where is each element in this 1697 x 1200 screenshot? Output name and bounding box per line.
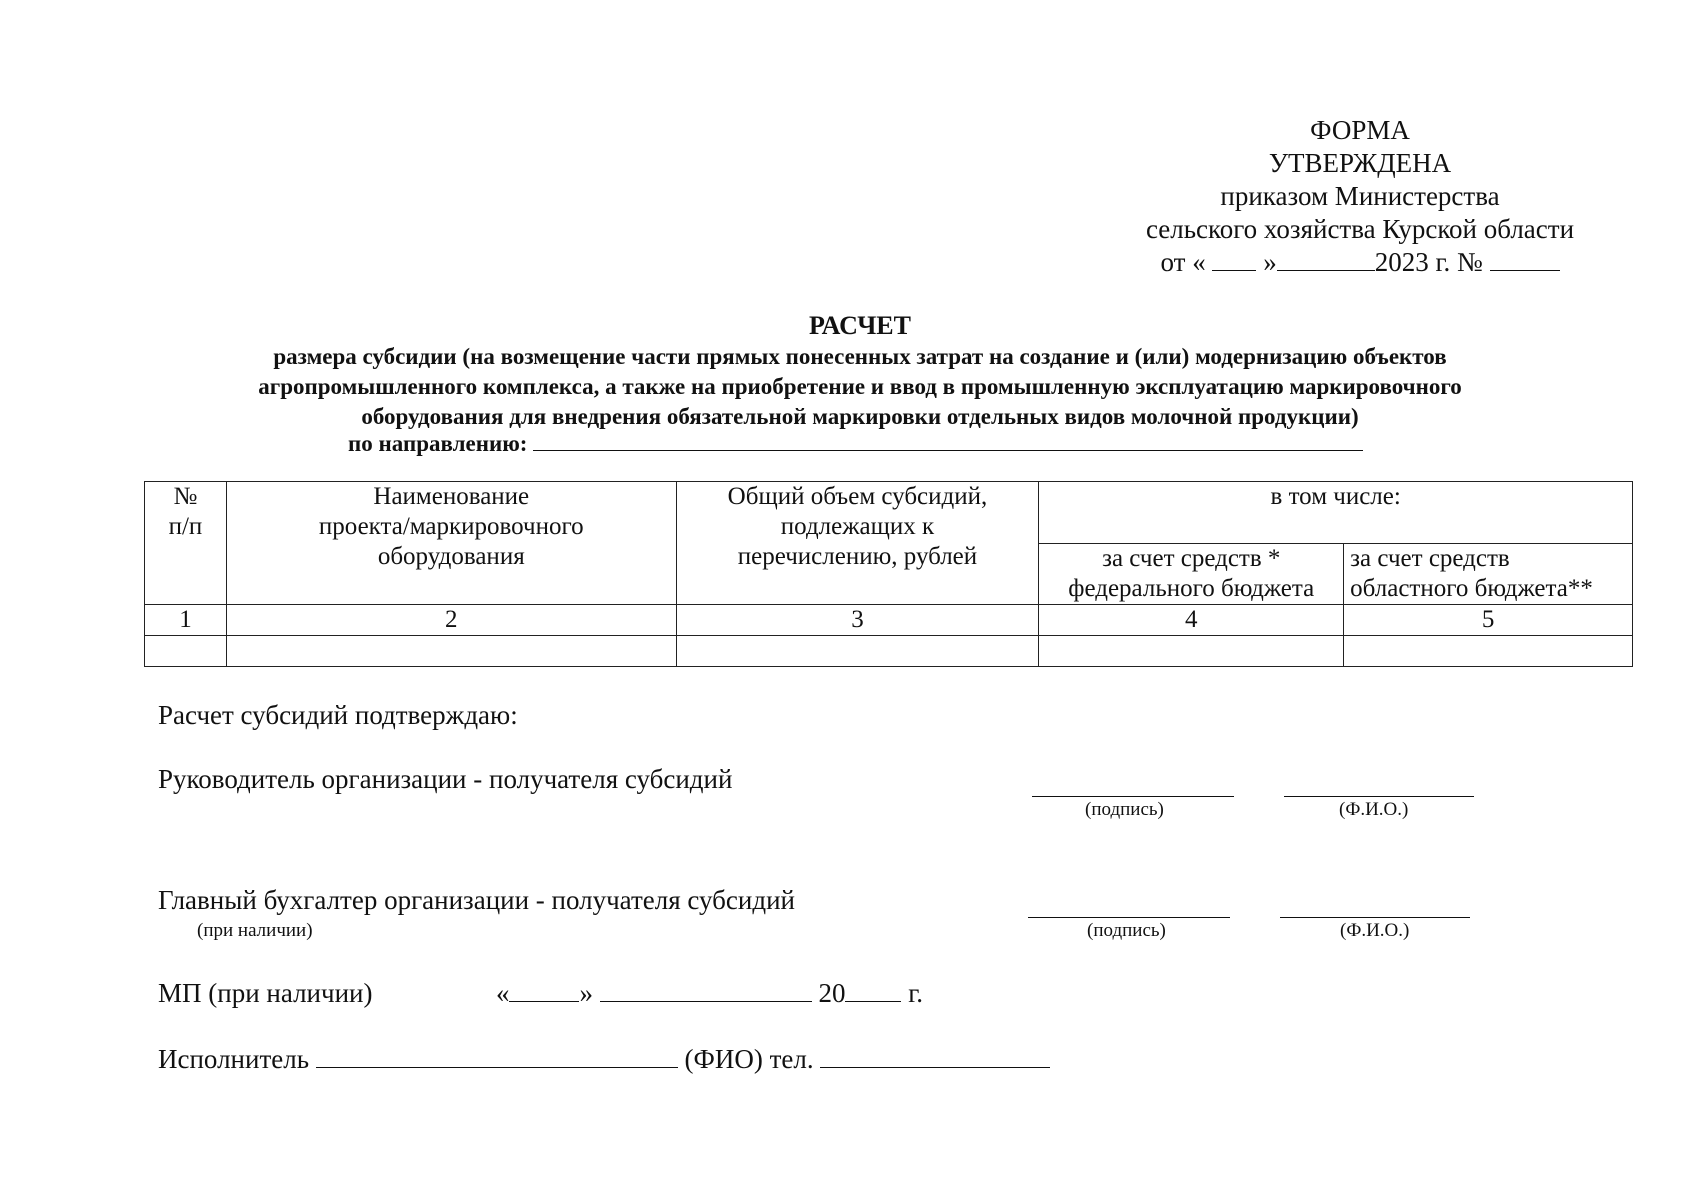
title-line-2: агропромышленного комплекса, а также на приобретение и ввод в промышленную эксплуатацию маркировочного <box>258 374 1462 399</box>
date-month-blank <box>600 1001 812 1002</box>
order-date-line: от « » 2023 г. № <box>1080 246 1640 279</box>
table-row <box>145 636 1633 667</box>
confirm-label: Расчет субсидий подтверждаю: <box>158 700 518 730</box>
table-cell[interactable] <box>145 636 227 667</box>
accountant-signature-line <box>1028 917 1230 918</box>
title-line-3: оборудования для внедрения обязательной маркировки отдельных видов молочной продукции) <box>361 404 1359 429</box>
executor-fio-label: (ФИО) тел. <box>684 1044 814 1074</box>
approved-label: УТВЕРЖДЕНА <box>1268 148 1452 178</box>
order-month-blank <box>1277 270 1375 271</box>
stamp-label: МП (при наличии) <box>158 978 373 1008</box>
column-number: 2 <box>226 605 676 636</box>
head-label: Руководитель организации - получателя субсидий <box>158 764 733 794</box>
head-signature-line <box>1032 796 1234 797</box>
header-federal-budget: за счет средств * федерального бюджета <box>1039 544 1344 605</box>
accountant-note: (при наличии) <box>197 920 313 941</box>
direction-label: по направлению: <box>348 431 528 456</box>
column-number-row <box>145 605 1633 636</box>
order-number-blank <box>1490 270 1560 271</box>
order-day-blank <box>1212 270 1256 271</box>
table-cell[interactable] <box>1039 636 1344 667</box>
executor-name-blank <box>316 1067 678 1068</box>
table-cell[interactable] <box>1344 636 1633 667</box>
column-number: 1 <box>145 605 227 636</box>
calculation-table <box>144 481 1633 667</box>
title-line-1: размера субсидии (на возмещение части прямых понесенных затрат на создание и (или) модернизацию объектов <box>273 344 1447 369</box>
stamp-line: МП (при наличии) « » 20 г. <box>158 978 923 1008</box>
head-name-caption: (Ф.И.О.) <box>1339 799 1409 820</box>
executor-line <box>158 1044 1050 1075</box>
ministry-label: сельского хозяйства Курской области <box>1145 214 1575 244</box>
direction-blank <box>533 450 1363 451</box>
column-number: 4 <box>1039 605 1344 636</box>
document-title <box>120 310 1600 432</box>
head-signature-caption: (подпись) <box>1085 799 1164 820</box>
header-regional-budget: за счет средств областного бюджета** <box>1344 544 1633 605</box>
header-including: в том числе: <box>1039 482 1633 544</box>
column-number: 5 <box>1344 605 1633 636</box>
date-year-blank <box>845 1001 901 1002</box>
column-number: 3 <box>676 605 1039 636</box>
header-project-name: Наименование проекта/маркировочного оборудования <box>226 482 676 605</box>
order-label: приказом Министерства <box>1220 181 1500 211</box>
form-label: ФОРМА <box>1310 115 1410 145</box>
head-name-line <box>1284 796 1474 797</box>
accountant-name-caption: (Ф.И.О.) <box>1340 920 1410 941</box>
table-cell[interactable] <box>676 636 1039 667</box>
date-day-blank <box>509 1001 579 1002</box>
table-cell[interactable] <box>226 636 676 667</box>
executor-label: Исполнитель <box>158 1044 310 1074</box>
header-total-subsidy: Общий объем субсидий, подлежащих к перечислению, рублей <box>676 482 1039 605</box>
accountant-name-line <box>1280 917 1470 918</box>
direction-line <box>348 431 1363 457</box>
accountant-signature-caption: (подпись) <box>1087 920 1166 941</box>
title-main: РАСЧЕТ <box>809 311 911 340</box>
approval-block <box>1080 114 1640 279</box>
executor-phone-blank <box>820 1067 1050 1068</box>
accountant-label: Главный бухгалтер организации - получателя субсидий <box>158 885 795 915</box>
header-number: № п/п <box>145 482 227 605</box>
